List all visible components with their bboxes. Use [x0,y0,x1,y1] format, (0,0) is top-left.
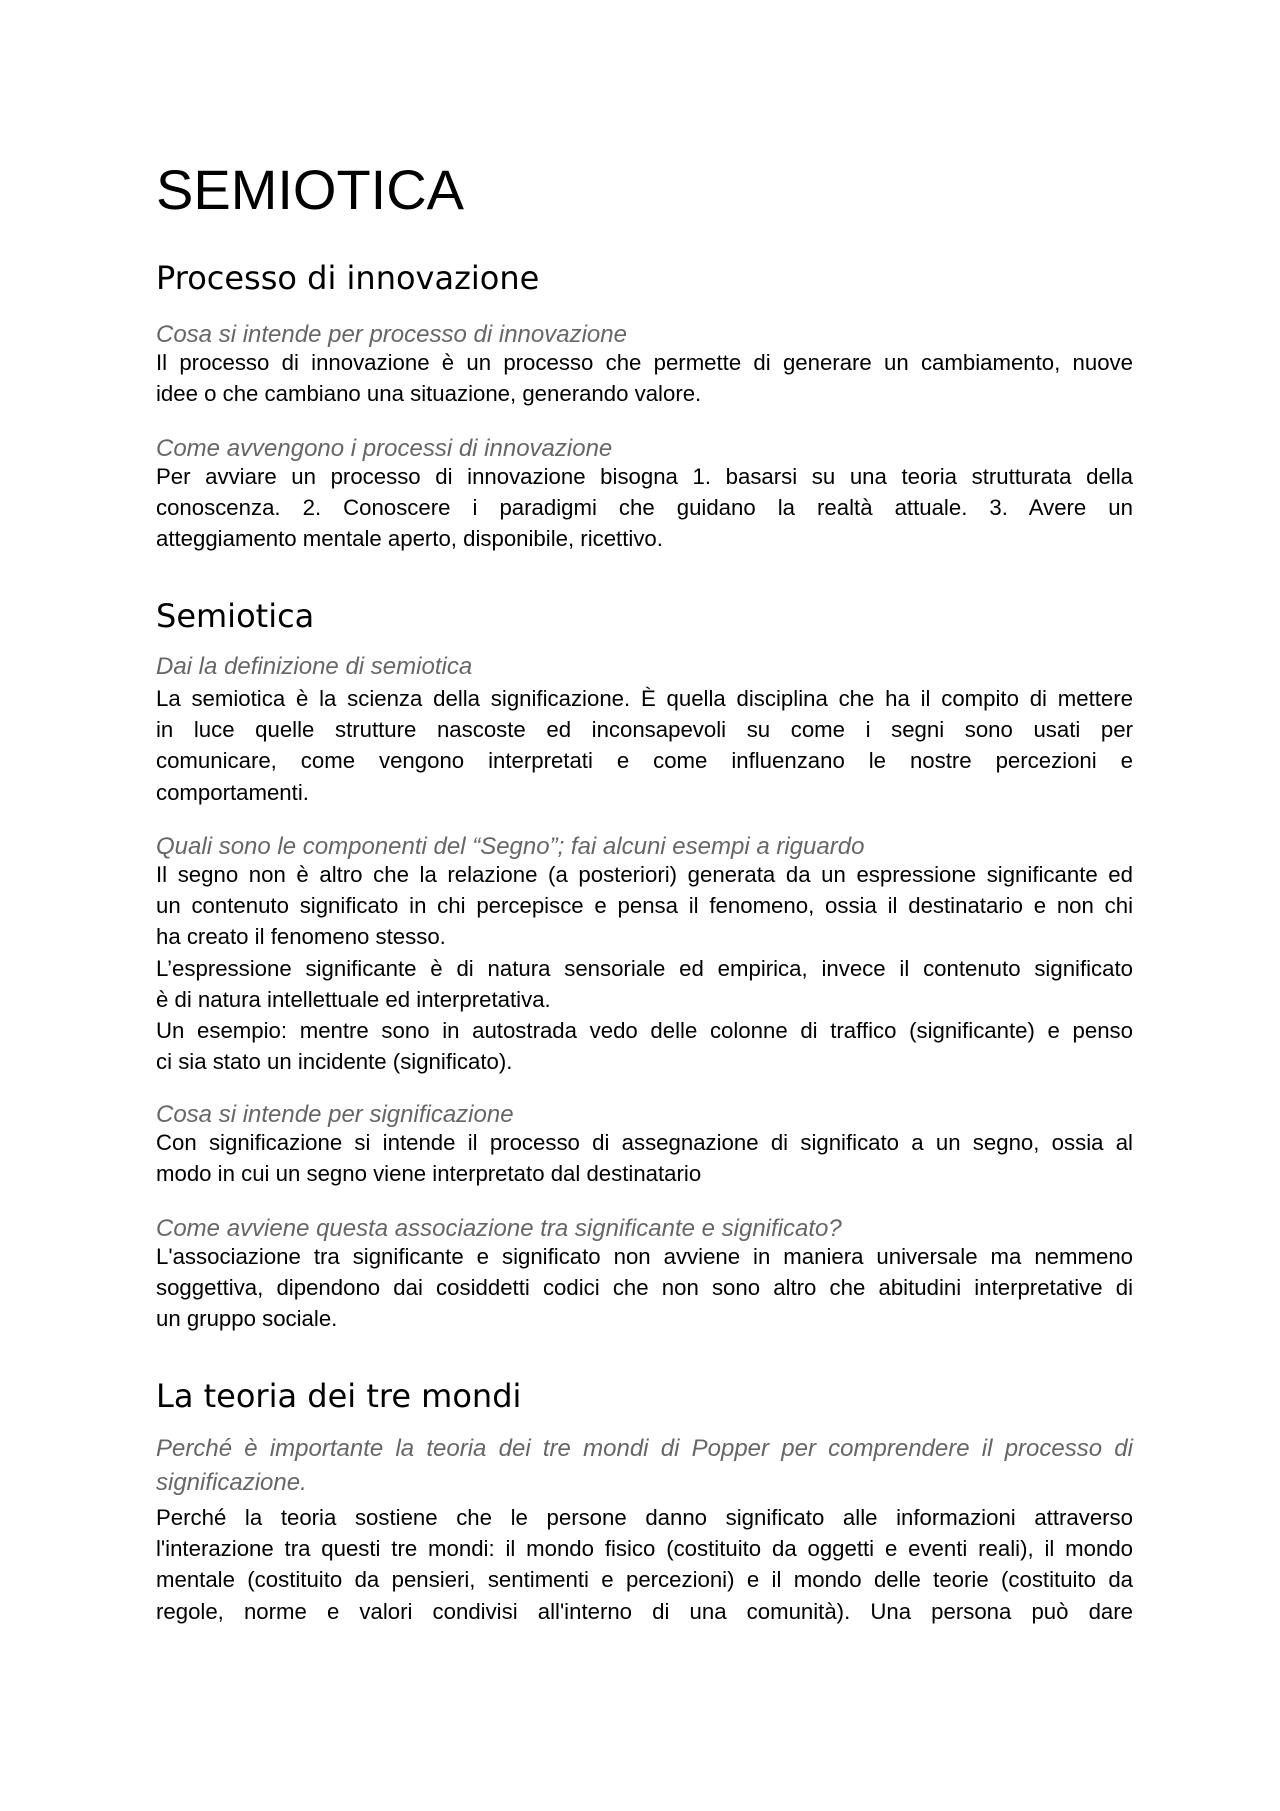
answer-line: Con significazione si intende il processo di assegnazione di significato a un segno, ossia al [156,1130,1133,1155]
answer-line: un contenuto significato in chi percepisce e pensa il fenomeno, ossia il destinatario e non chi [156,893,1133,919]
question-teoria-popper [156,1432,1133,1500]
answer-cosa-si-intende-innovazione [156,347,1133,409]
question-componenti-segno: Quali sono le componenti del “Segno”; fai alcuni esempi a riguardo [156,833,865,860]
answer-line: Perché la teoria sostiene che le persone danno significato alle informazioni attraverso [156,1505,1133,1530]
answer-line: Per avviare un processo di innovazione bisogna 1. basarsi su una teoria strutturata della [156,464,1133,489]
answer-line: ha creato il fenomeno stesso. [156,924,446,950]
answer-componenti-segno [156,859,1133,1077]
answer-come-avvengono-processi [156,461,1133,555]
question-associazione: Come avviene questa associazione tra significante e significato? [156,1215,842,1242]
answer-line: Il segno non è altro che la relazione (a posteriori) generata da un espressione significante ed [156,862,1133,887]
section-heading-semiotica: Semiotica [156,597,315,635]
question-cosa-si-intende-innovazione: Cosa si intende per processo di innovazione [156,321,627,348]
answer-line: ci sia stato un incidente (significato). [156,1049,513,1075]
answer-line: mentale (costituito da pensieri, sentimenti e percezioni) e il mondo delle teorie (costituito da [156,1567,1133,1593]
answer-associazione [156,1241,1133,1335]
answer-line: L’espressione significante è di natura sensoriale ed empirica, invece il contenuto significato [156,955,1133,981]
question-significazione: Cosa si intende per significazione [156,1101,514,1128]
question-line: significazione. [156,1469,307,1496]
answer-line: conoscenza. 2. Conoscere i paradigmi che guidano la realtà attuale. 3. Avere un [156,495,1133,521]
question-line: Perché è importante la teoria dei tre mondi di Popper per comprendere il processo di [156,1435,1133,1462]
answer-line: un gruppo sociale. [156,1306,338,1332]
answer-significazione [156,1127,1133,1189]
answer-line: modo in cui un segno viene interpretato dal destinatario [156,1161,702,1187]
question-come-avvengono-processi: Come avvengono i processi di innovazione [156,435,613,462]
document-title: SEMIOTICA [156,158,465,221]
answer-line: soggettiva, dipendono dai cosiddetti codici che non sono altro che abitudini interpretative di [156,1275,1133,1301]
answer-teoria-popper [156,1502,1133,1627]
section-heading-processo-di-innovazione: Processo di innovazione [156,259,540,297]
question-definizione-semiotica: Dai la definizione di semiotica [156,653,473,680]
answer-line: è di natura intellettuale ed interpretativa. [156,986,551,1012]
answer-line: idee o che cambiano una situazione, generando valore. [156,381,702,407]
answer-line: regole, norme e valori condivisi all'interno di una comunità). Una persona può dare [156,1598,1133,1624]
answer-line: L'associazione tra significante e significato non avviene in maniera universale ma nemmeno [156,1244,1133,1269]
answer-line: La semiotica è la scienza della significazione. È quella disciplina che ha il compito di mettere [156,686,1133,711]
answer-line: atteggiamento mentale aperto, disponibile, ricettivo. [156,526,663,552]
answer-line: Il processo di innovazione è un processo che permette di generare un cambiamento, nuove [156,350,1133,375]
answer-line: comportamenti. [156,779,309,805]
section-heading-teoria-tre-mondi: La teoria dei tre mondi [156,1377,522,1415]
answer-line: in luce quelle strutture nascoste ed inconsapevoli su come i segni sono usati per [156,717,1133,743]
answer-line: comunicare, come vengono interpretati e come influenzano le nostre percezioni e [156,748,1133,774]
answer-line: Un esempio: mentre sono in autostrada vedo delle colonne di traffico (significante) e penso [156,1018,1133,1044]
answer-line: l'interazione tra questi tre mondi: il mondo fisico (costituito da oggetti e eventi reali), il mondo [156,1536,1133,1562]
answer-definizione-semiotica [156,683,1133,808]
